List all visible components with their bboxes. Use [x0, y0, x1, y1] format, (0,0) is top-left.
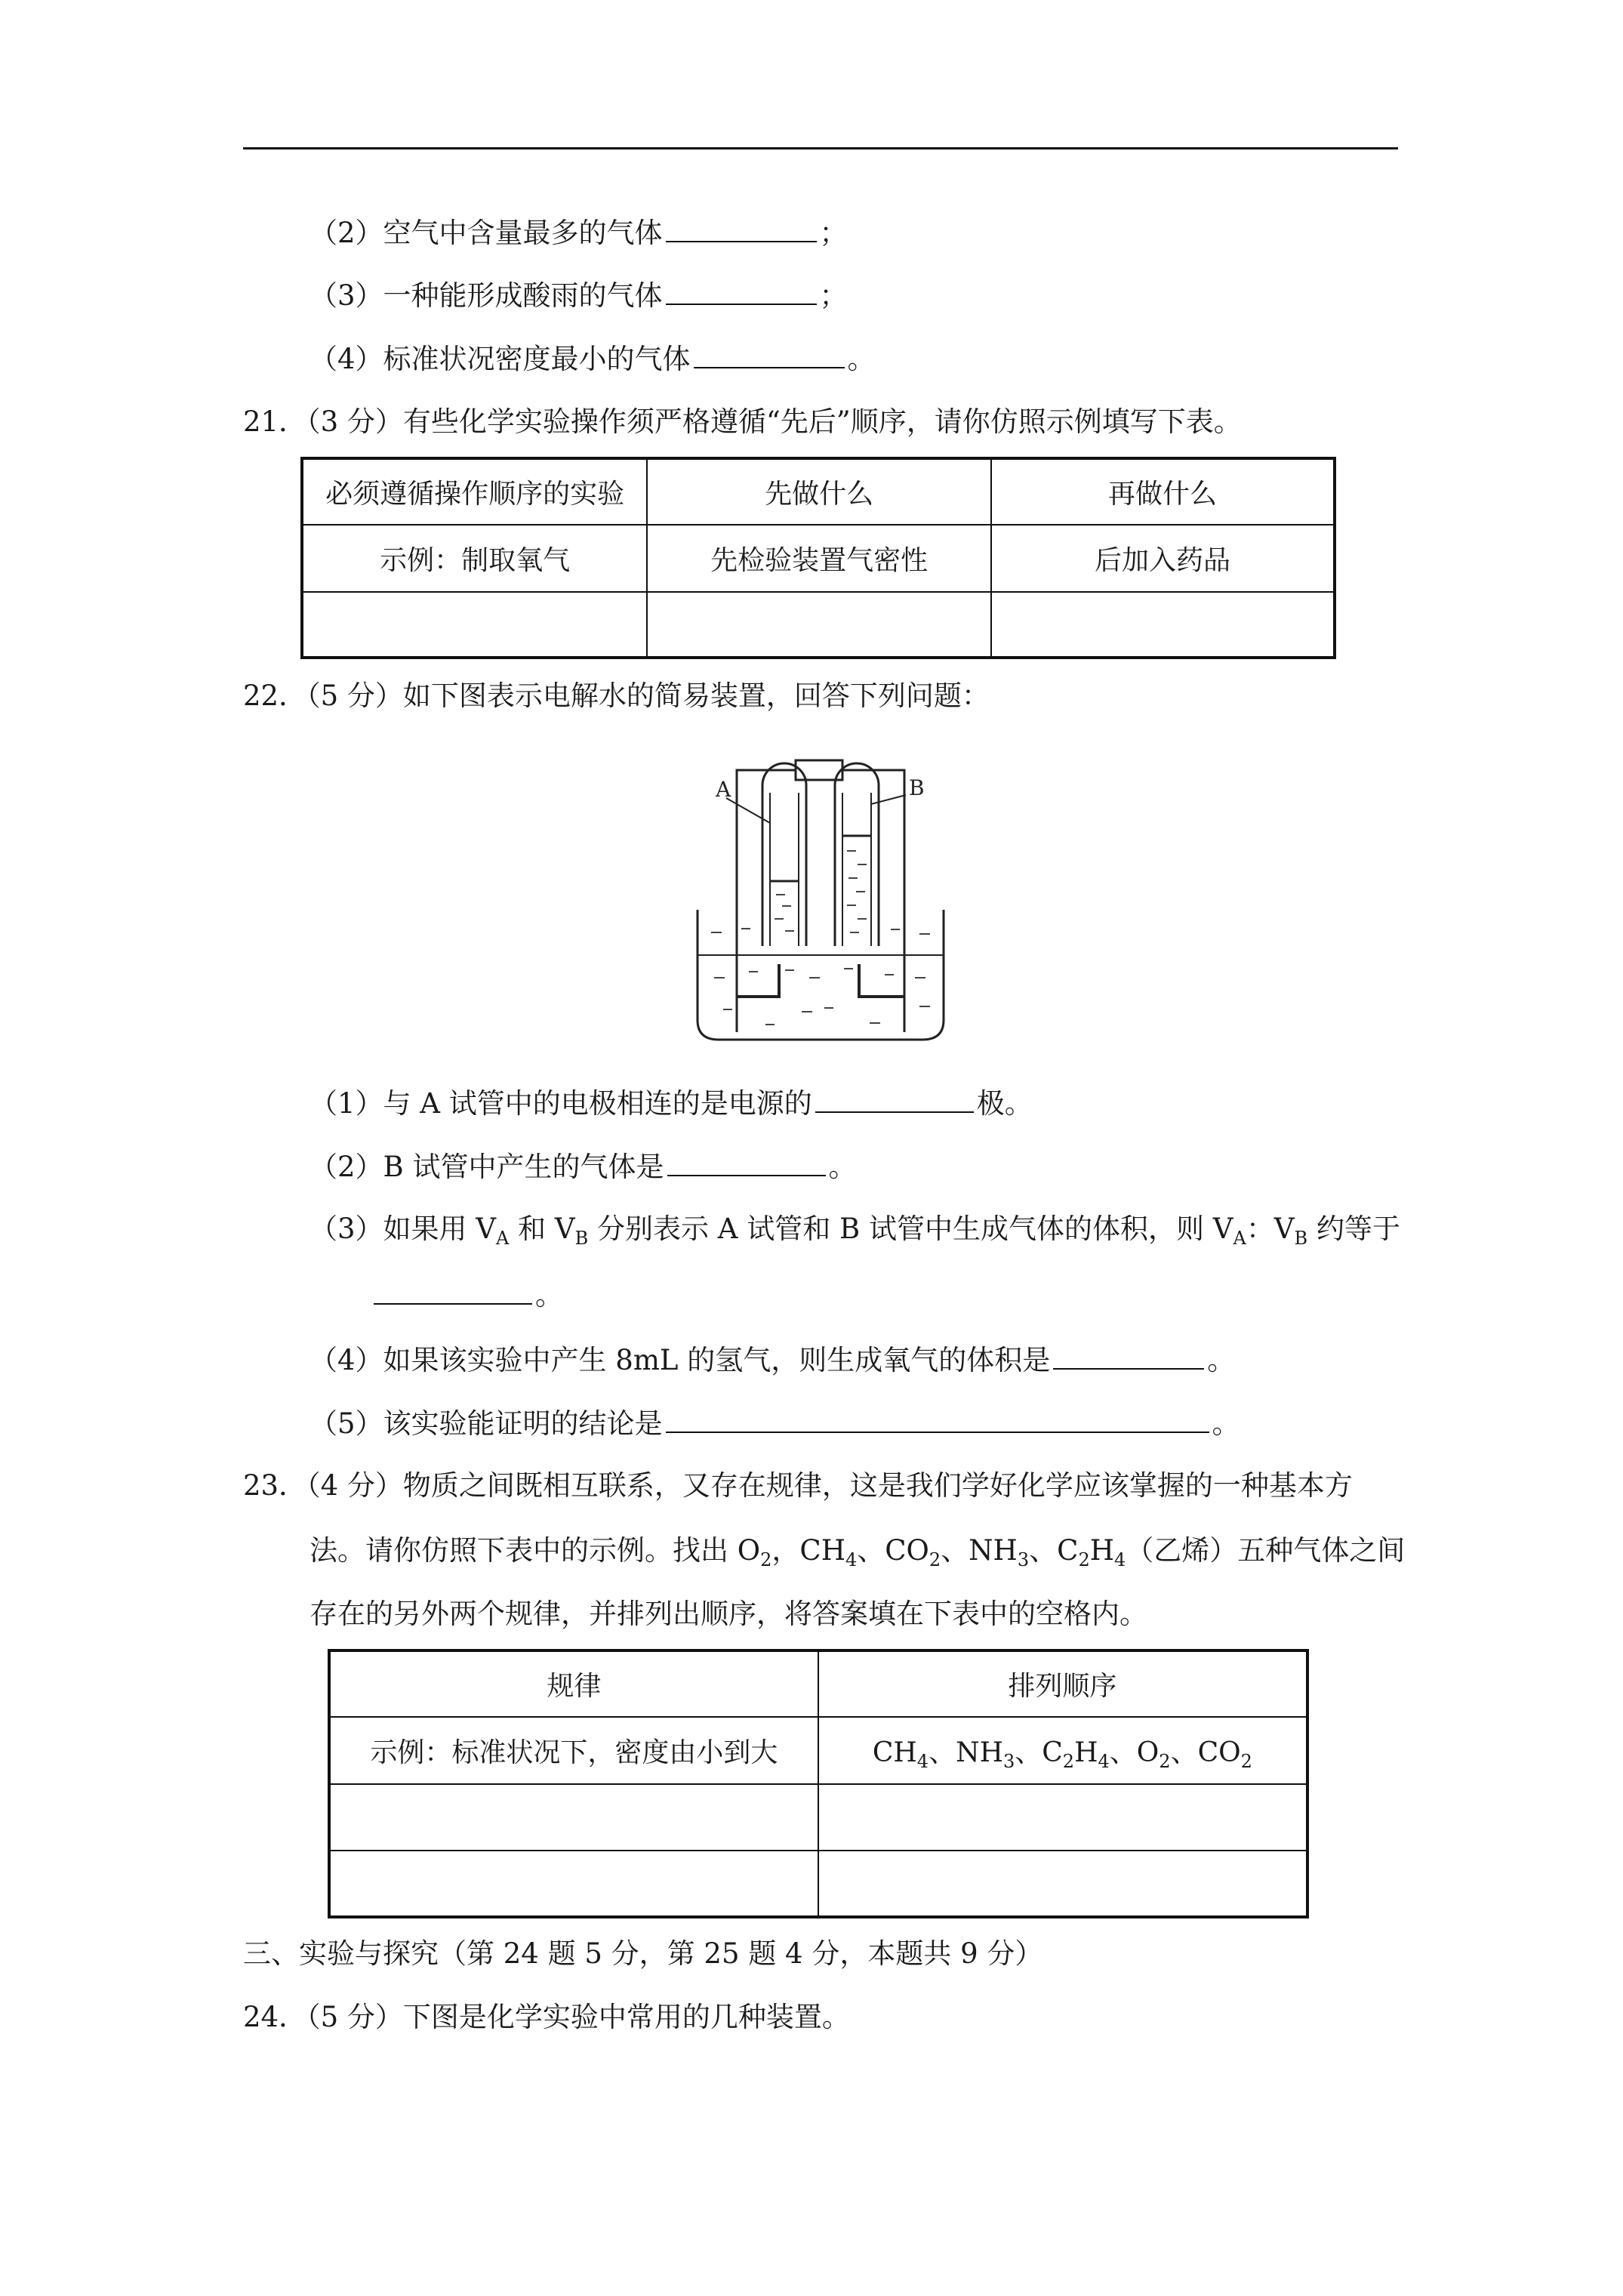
q22-item3-answer [374, 1276, 563, 1314]
q23-line2 [310, 1533, 1405, 1569]
table-header-cell: 先做什么 [647, 458, 991, 525]
table-row [302, 592, 1335, 658]
table-cell: 示例：标准状况下，密度由小到大 [329, 1717, 818, 1784]
q22-item3-text: ：V [1246, 1213, 1295, 1245]
subscript: 4 [1098, 1751, 1110, 1772]
electrolysis-apparatus-figure [696, 751, 945, 1046]
table-cell-formula [818, 1717, 1307, 1784]
subscript: 2 [1240, 1751, 1252, 1772]
q22-item4-text: （4）如果该实验中产生 8mL 的氢气，则生成氧气的体积是 [310, 1344, 1051, 1376]
q22-item2 [310, 1148, 857, 1185]
q22-item2-text: （2）B 试管中产生的气体是 [310, 1151, 664, 1183]
q20-item2-text: （2）空气中含量最多的气体 [310, 217, 663, 249]
subscript: 4 [916, 1751, 929, 1772]
table-row [302, 525, 1335, 592]
q22-item5-text: （5）该实验能证明的结论是 [310, 1407, 663, 1440]
table-header-row [329, 1650, 1307, 1717]
section-3-heading: 三、实验与探究（第 24 题 5 分，第 25 题 4 分，本题共 9 分） [243, 1937, 1043, 1970]
q20-item4-text: （4）标准状况密度最小的气体 [310, 343, 691, 375]
q22-item4-end: 。 [1207, 1344, 1236, 1376]
table-row [329, 1784, 1307, 1851]
formula-part: CH [872, 1737, 917, 1768]
q23-line1: 23．（4 分）物质之间既相互联系，又存在规律，这是我们学好化学应该掌握的一种基本方 [243, 1469, 1353, 1502]
q20-item3-text: （3）一种能形成酸雨的气体 [310, 279, 663, 312]
subscript: 2 [1159, 1751, 1171, 1772]
q23-text: （乙烯）五种气体之间 [1126, 1534, 1406, 1567]
table-cell: 先检验装置气密性 [647, 525, 991, 592]
water-trough-icon [698, 910, 944, 1040]
subscript: 4 [1114, 1549, 1126, 1570]
formula-part: H [1074, 1737, 1098, 1768]
header-rule [243, 147, 1398, 149]
subscript: B [1294, 1228, 1308, 1249]
q22-item5 [310, 1404, 1240, 1442]
label-b: B [909, 775, 925, 800]
q22-item3-text: 约等于 [1307, 1213, 1400, 1245]
subscript: A [1233, 1228, 1246, 1249]
answer-blank[interactable] [815, 1084, 974, 1113]
answer-cell[interactable] [329, 1851, 818, 1917]
q22-item3 [310, 1211, 1400, 1247]
answer-blank[interactable] [374, 1276, 532, 1305]
answer-cell[interactable] [302, 592, 647, 658]
answer-cell[interactable] [647, 592, 991, 658]
answer-blank[interactable] [666, 214, 817, 242]
subscript: 2 [1078, 1549, 1090, 1570]
q21-table [300, 457, 1336, 659]
subscript: 2 [760, 1549, 772, 1570]
table-row [329, 1717, 1307, 1784]
answer-blank[interactable] [694, 340, 845, 368]
q22-item3-text: 分别表示 A 试管和 B 试管中生成气体的体积，则 V [588, 1213, 1233, 1245]
q22-item5-end: 。 [1212, 1407, 1240, 1440]
q20-item4 [310, 340, 876, 378]
q23-line3: 存在的另外两个规律，并排列出顺序，将答案填在下表中的空格内。 [310, 1598, 1147, 1630]
answer-blank[interactable] [667, 1148, 826, 1176]
table-row [329, 1851, 1307, 1917]
table-header-cell: 排列顺序 [818, 1650, 1307, 1717]
table-header-cell: 再做什么 [991, 458, 1335, 525]
answer-cell[interactable] [991, 592, 1335, 658]
q23-text: 、NH [941, 1534, 1018, 1567]
answer-cell[interactable] [329, 1784, 818, 1851]
answer-blank[interactable] [1053, 1341, 1204, 1370]
q20-item2-end: ； [819, 217, 848, 249]
q23-text: ，CH [771, 1534, 845, 1567]
q20-item3 [310, 276, 848, 314]
q24-stem: 24．（5 分）下图是化学实验中常用的几种装置。 [243, 2001, 850, 2033]
subscript: 4 [845, 1549, 858, 1570]
answer-cell[interactable] [818, 1784, 1307, 1851]
formula-part: 、CO [1170, 1737, 1241, 1768]
subscript: 2 [929, 1549, 941, 1570]
q22-item4 [310, 1341, 1235, 1379]
subscript: 2 [1062, 1751, 1075, 1772]
q21-stem: 21．（3 分）有些化学实验操作须严格遵循“先后”顺序，请你仿照示例填写下表。 [243, 405, 1242, 438]
q22-item3-end: 。 [535, 1279, 563, 1311]
q23-text: 、C [1029, 1534, 1079, 1567]
q23-table [328, 1649, 1309, 1918]
formula-part: 、NH [929, 1737, 1003, 1768]
subscript: A [496, 1228, 510, 1249]
q22-item3-text: 和 V [509, 1213, 575, 1245]
answer-cell[interactable] [818, 1851, 1307, 1917]
test-tube-a-icon [762, 763, 806, 946]
q22-item1-end: 极。 [976, 1087, 1033, 1120]
q22-item1 [310, 1084, 1033, 1122]
table-header-cell: 规律 [329, 1650, 818, 1717]
formula-part: 、O [1109, 1737, 1160, 1768]
label-a: A [716, 777, 731, 802]
table-header-row [302, 458, 1335, 525]
q20-item3-end: ； [819, 279, 848, 312]
q23-text: 法。请你仿照下表中的示例。找出 O [310, 1534, 761, 1567]
table-cell: 后加入药品 [991, 525, 1335, 592]
q23-text: H [1089, 1534, 1114, 1567]
formula-part: 、C [1015, 1737, 1063, 1768]
q20-item4-end: 。 [847, 343, 876, 375]
q22-stem: 22．（5 分）如下图表示电解水的简易装置，回答下列问题： [243, 680, 990, 712]
q20-item2 [310, 214, 848, 251]
subscript: 3 [1017, 1549, 1030, 1570]
subscript: B [574, 1228, 589, 1249]
q22-item2-end: 。 [828, 1151, 857, 1183]
table-header-cell: 必须遵循操作顺序的实验 [302, 458, 647, 525]
table-cell: 示例：制取氧气 [302, 525, 647, 592]
answer-blank[interactable] [666, 276, 817, 305]
q22-item1-text: （1）与 A 试管中的电极相连的是电源的 [310, 1087, 812, 1120]
q22-item3-text: （3）如果用 V [310, 1213, 497, 1245]
answer-blank[interactable] [666, 1404, 1209, 1433]
subscript: 3 [1002, 1751, 1015, 1772]
q23-text: 、CO [857, 1534, 929, 1567]
test-tube-b-icon [835, 763, 879, 946]
